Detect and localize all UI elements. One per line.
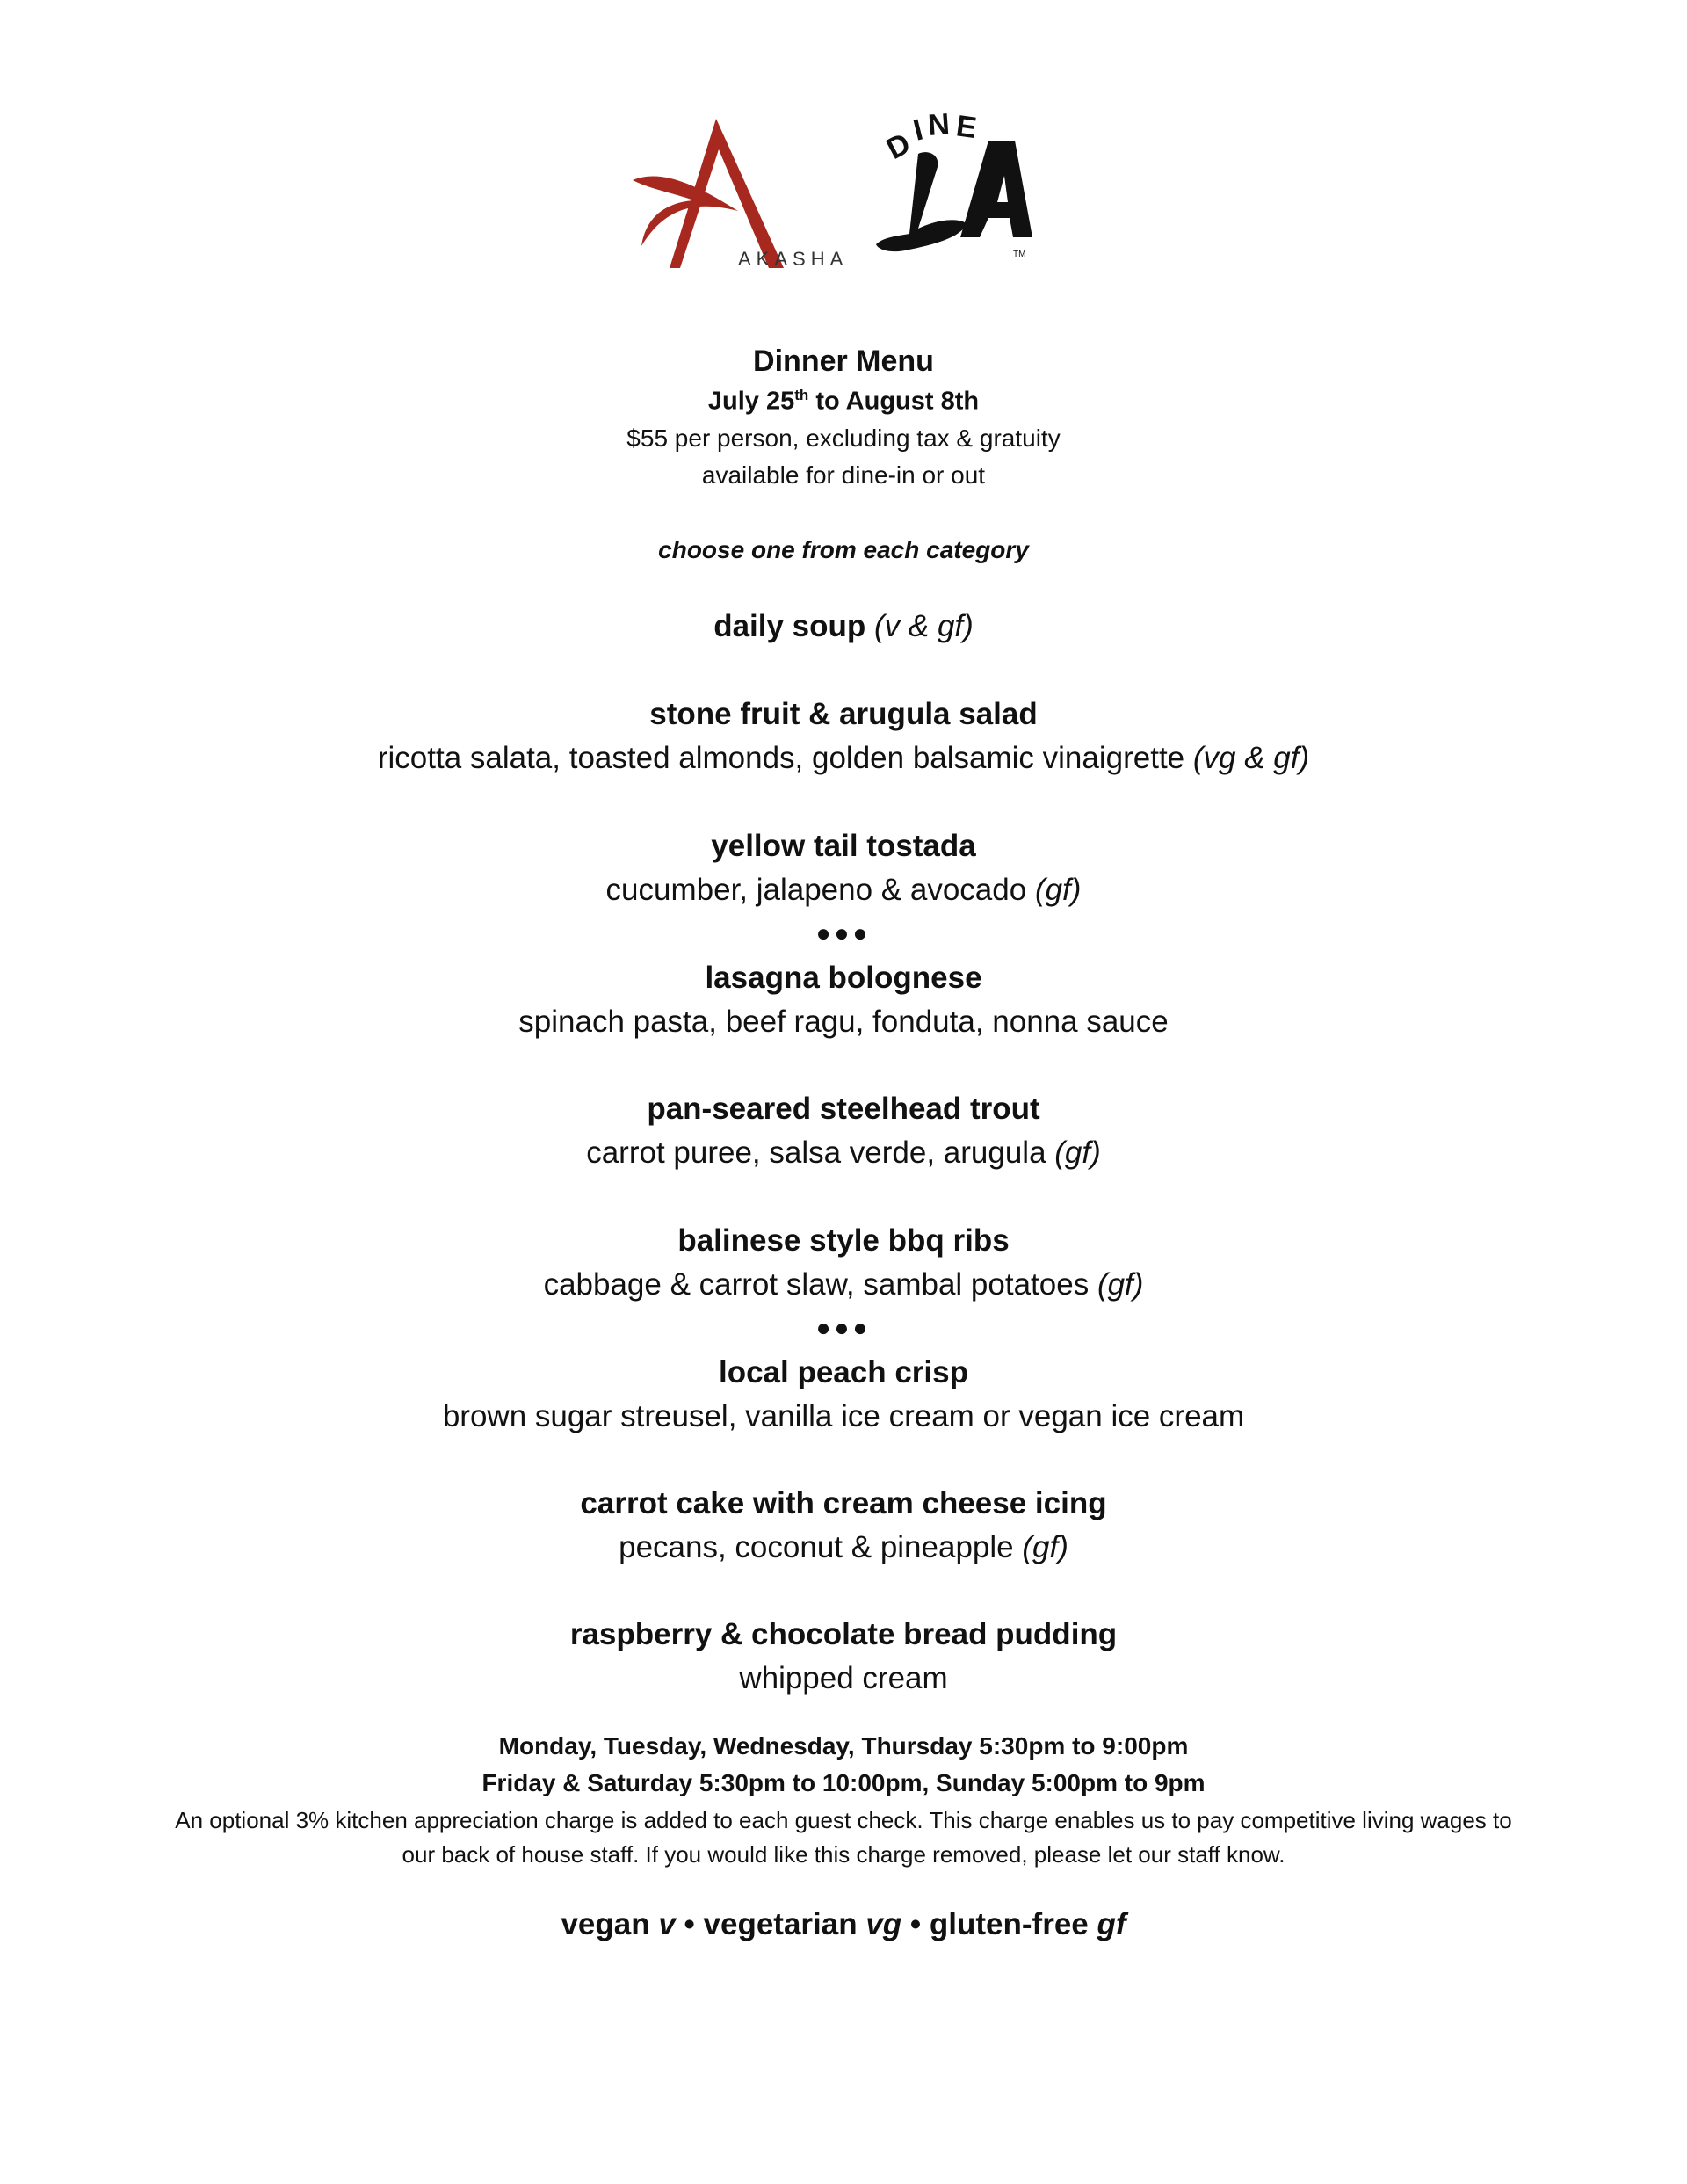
divider-2: ●●● <box>815 1314 872 1341</box>
dish-trout-name: pan-seared steelhead trout <box>647 1092 1040 1126</box>
svg-text:TM: TM <box>1013 250 1026 259</box>
charge-note-line-2: our back of house staff. If you would like this charge removed, please let our staff know. <box>402 1841 1285 1868</box>
dish-trout-desc: carrot puree, salsa verde, arugula (gf) <box>586 1136 1101 1170</box>
menu-title: Dinner Menu <box>753 345 934 378</box>
logos <box>0 105 1687 281</box>
dish-salad-desc: ricotta salata, toasted almonds, golden balsamic vinaigrette (vg & gf) <box>377 741 1310 775</box>
svg-text:N: N <box>926 107 952 142</box>
dish-soup: daily soup (v & gf) <box>713 609 974 643</box>
dish-ribs-desc: cabbage & carrot slaw, sambal potatoes (gf) <box>543 1267 1144 1302</box>
akasha-wordmark: AKASHA <box>738 248 849 270</box>
dish-salad-name: stone fruit & arugula salad <box>649 697 1038 731</box>
svg-text:D: D <box>880 126 916 167</box>
dish-lasagna-desc: spinach pasta, beef ragu, fonduta, nonna sauce <box>518 1005 1169 1039</box>
hours-weekday: Monday, Tuesday, Wednesday, Thursday 5:30pm to 9:00pm <box>498 1732 1189 1760</box>
divider-1: ●●● <box>815 919 872 947</box>
dish-cake-desc: pecans, coconut & pineapple (gf) <box>619 1530 1068 1564</box>
dish-ribs-name: balinese style bbq ribs <box>677 1223 1010 1258</box>
diet-legend: vegan v • vegetarian vg • gluten-free gf <box>561 1907 1126 1941</box>
svg-text:E: E <box>953 109 979 146</box>
dinela-logo <box>857 105 1046 272</box>
menu-price: $55 per person, excluding tax & gratuity <box>626 424 1061 452</box>
dish-cake-name: carrot cake with cream cheese icing <box>580 1486 1107 1520</box>
dish-crisp-name: local peach crisp <box>718 1355 969 1389</box>
dish-lasagna-name: lasagna bolognese <box>705 961 982 995</box>
akasha-logo <box>615 105 849 272</box>
menu-availability: available for dine-in or out <box>701 461 986 489</box>
dish-crisp-desc: brown sugar streusel, vanilla ice cream or vegan ice cream <box>442 1399 1245 1433</box>
dish-tostada-name: yellow tail tostada <box>711 829 976 863</box>
charge-note-line-1: An optional 3% kitchen appreciation charge is added to each guest check. This charge enables us to pay competitive living wages to <box>175 1807 1512 1833</box>
dish-pudding-desc: whipped cream <box>739 1661 948 1695</box>
dish-tostada-desc: cucumber, jalapeno & avocado (gf) <box>605 873 1082 907</box>
dish-pudding-name: raspberry & chocolate bread pudding <box>569 1617 1118 1651</box>
svg-text:I: I <box>909 112 927 148</box>
menu-instruction: choose one from each category <box>658 536 1029 563</box>
hours-weekend: Friday & Saturday 5:30pm to 10:00pm, Sunday 5:00pm to 9pm <box>481 1769 1206 1796</box>
menu-dates: July 25th to August 8th <box>707 387 980 416</box>
